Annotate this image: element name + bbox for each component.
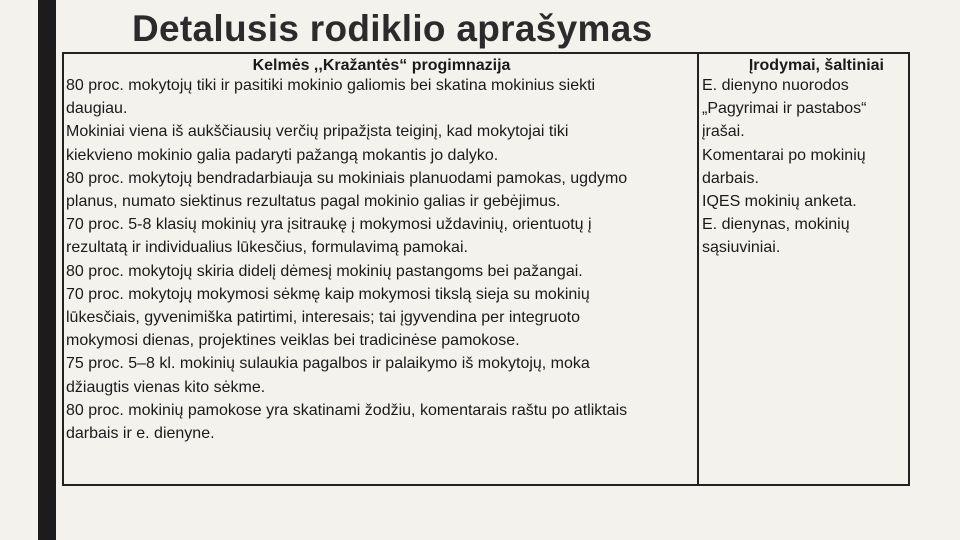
description-line: daugiau. <box>66 100 128 118</box>
content-table <box>62 52 910 486</box>
description-line: Mokiniai viena iš aukščiausių verčių pripažįsta teiginį, kad mokytojai tiki <box>66 123 569 141</box>
description-line: 80 proc. mokytojų tiki ir pasitiki mokinio galiomis bei skatina mokinius siekti <box>66 77 596 94</box>
description-line: mokymosi dienas, projektines veiklas bei tradicinėse pamokose. <box>66 332 520 350</box>
description-line: planus, numato siektinus rezultatus pagal mokinio galias ir gebėjimus. <box>66 193 561 211</box>
evidence-line: E. dienyno nuorodos <box>702 77 849 94</box>
evidence-line: įrašai. <box>702 123 745 141</box>
description-column-header: Kelmės ,,Kražantės“ progimnazija <box>252 57 511 74</box>
description-line: džiaugtis vienas kito sėkme. <box>66 378 266 396</box>
description-line: 75 proc. 5–8 kl. mokinių sulaukia pagalbos ir palaikymo iš mokytojų, moka <box>66 355 590 373</box>
evidence-line: IQES mokinių anketa. <box>702 193 857 211</box>
evidence-line: sąsiuviniai. <box>702 239 781 257</box>
description-line: lūkesčiais, gyvenimiška patirtimi, interesais; tai įgyvendina per integruoto <box>66 309 581 327</box>
description-line: darbais ir e. dienyne. <box>66 425 215 443</box>
description-line: 80 proc. mokytojų bendradarbiauja su mokiniais planuodami pamokas, ugdymo <box>66 169 628 187</box>
description-line: 80 proc. mokytojų skiria didelį dėmesį mokinių pastangoms bei pažangai. <box>66 262 583 280</box>
left-accent-bar <box>38 0 56 540</box>
description-line: 70 proc. mokytojų mokymosi sėkmę kaip mokymosi tikslą sieja su mokinių <box>66 285 590 303</box>
evidence-line: „Pagyrimai ir pastabos“ <box>702 100 867 118</box>
description-line: rezultatą ir individualius lūkesčius, formulavimą pamokai. <box>66 239 468 257</box>
slide-title: Detalusis rodiklio aprašymas <box>132 8 653 49</box>
evidence-line: E. dienynas, mokinių <box>702 216 850 234</box>
description-line: kiekvieno mokinio galia padaryti pažangą mokantis jo dalyko. <box>66 146 499 164</box>
evidence-line: darbais. <box>702 169 759 187</box>
description-column <box>64 54 699 484</box>
description-line: 80 proc. mokinių pamokose yra skatinami žodžiu, komentarais raštu po atliktais <box>66 401 628 419</box>
evidence-column <box>699 54 908 484</box>
evidence-column-header: Įrodymai, šaltiniai <box>748 57 884 74</box>
evidence-text <box>702 74 908 260</box>
description-line: 70 proc. 5-8 klasių mokinių yra įsitraukę į mokymosi uždavinių, orientuotų į <box>66 216 592 234</box>
description-text <box>66 74 697 445</box>
evidence-line: Komentarai po mokinių <box>702 146 866 164</box>
